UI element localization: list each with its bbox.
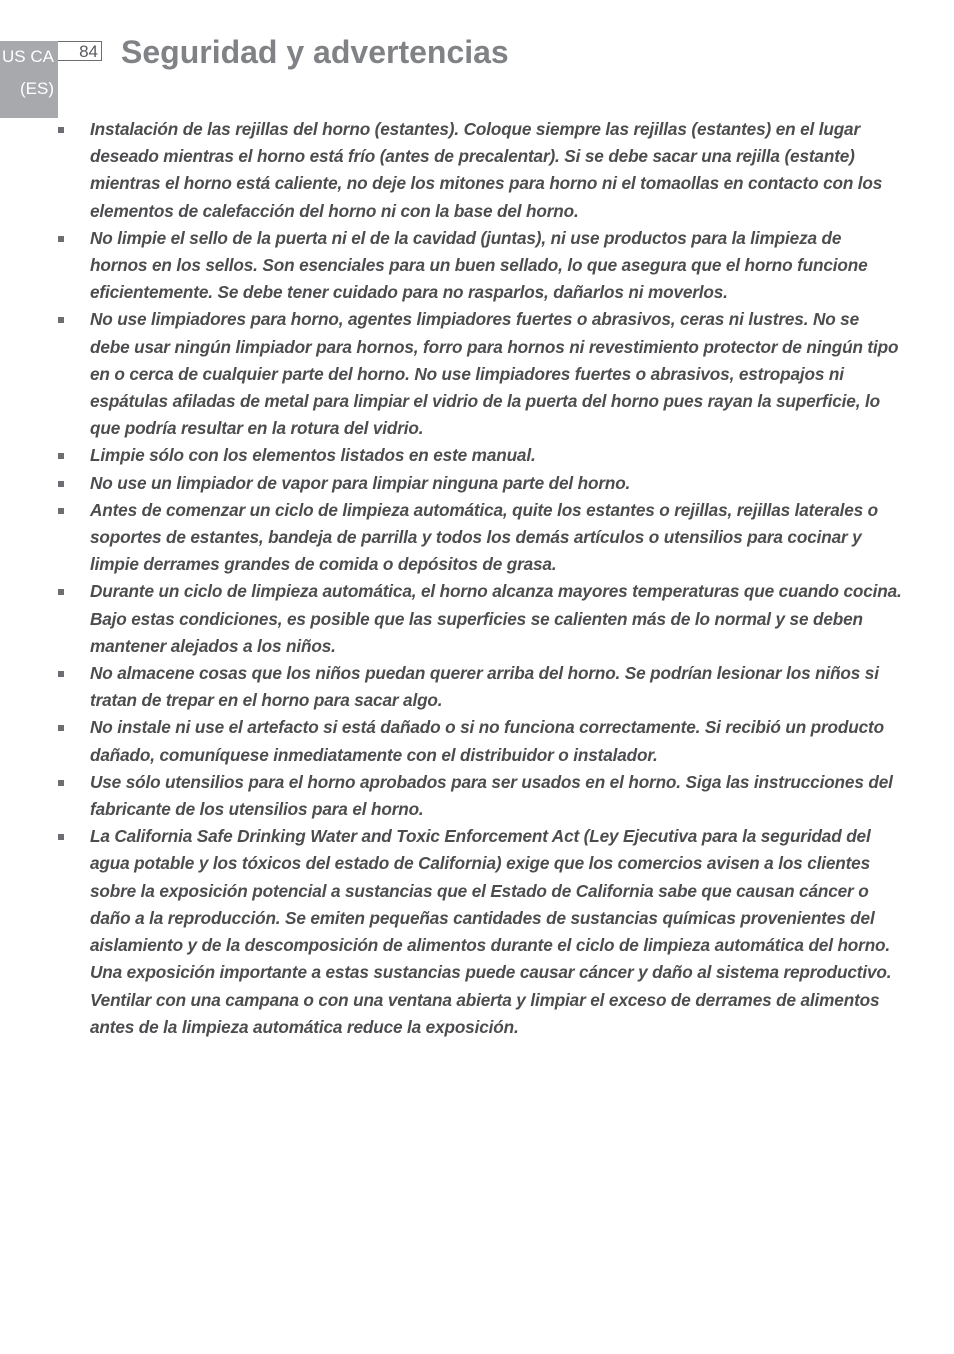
warning-item — [56, 714, 902, 768]
warning-item — [56, 497, 902, 579]
warning-item — [56, 116, 902, 225]
warning-item — [56, 225, 902, 307]
square-bullet-icon — [58, 589, 64, 595]
warning-text: Use sólo utensilios para el horno aprobados para ser usados en el horno. Siga las instrucciones del fabricante de los utensilios para el horno. — [90, 771, 893, 820]
square-bullet-icon — [58, 236, 64, 242]
square-bullet-icon — [58, 508, 64, 514]
warning-item — [56, 306, 902, 442]
warning-text: No limpie el sello de la puerta ni el de la cavidad (juntas), ni use productos para la limpieza de hornos en los sellos. Son esenciales para un buen sellado, lo que asegura que el horno funcione eficientemente. Se debe tener cuidado para no rasparlos, dañarlos ni moverlos. — [90, 227, 868, 303]
warning-text: No use un limpiador de vapor para limpiar ninguna parte del horno. — [90, 472, 631, 493]
warning-text: Antes de comenzar un ciclo de limpieza automática, quite los estantes o rejillas, rejillas laterales o soportes de estantes, bandeja de parrilla y todos los demás artículos o utensilios para cocinar y limpie derrames grandes de comida o depósitos de grasa. — [90, 499, 879, 575]
square-bullet-icon — [58, 725, 64, 731]
square-bullet-icon — [58, 671, 64, 677]
square-bullet-icon — [58, 780, 64, 786]
square-bullet-icon — [58, 453, 64, 459]
warning-text: Durante un ciclo de limpieza automática, el horno alcanza mayores temperaturas que cuando cocina. Bajo estas condiciones, es posible que las superficies se calienten más de lo normal y se deben mantener alejados a los niños. — [90, 581, 902, 656]
page-number: 84 — [58, 41, 102, 61]
square-bullet-icon — [58, 834, 64, 840]
region-label-language: (ES) — [20, 79, 54, 98]
warning-item — [56, 769, 902, 823]
page-title: Seguridad y advertencias — [121, 34, 509, 70]
warning-text: No use limpiadores para horno, agentes limpiadores fuertes o abrasivos, ceras ni lustres. No se debe usar ningún limpiador para hornos, forro para hornos ni revestimiento protector de ningún tipo en o cerca de cualquier parte del horno. No use limpiadores fuertes o abrasivos, estropajos ni espátulas afiladas de metal para limpiar el vidrio de la puerta del horno pues rayan la superficie, lo que podría resultar en la rotura del vidrio. — [90, 309, 899, 439]
square-bullet-icon — [58, 317, 64, 323]
warning-item — [56, 823, 902, 1041]
warning-text: La California Safe Drinking Water and Toxic Enforcement Act (Ley Ejecutiva para la seguridad del agua potable y los tóxicos del estado de California) exige que los comercios avisen a los clientes sobre la exposición potencial a sustancias que el Estado de California sabe que causan cáncer o daño a la reproducción. Se emiten pequeñas cantidades de sustancias químicas provenientes del aislamiento y de la descomposición de alimentos durante el ciclo de limpieza automática del horno. Una exposición importante a estas sustancias puede causar cáncer y daño al sistema reproductivo. Ventilar con una campana o con una ventana abierta y limpiar el exceso de derrames de alimentos antes de la limpieza automática reduce la exposición. — [90, 826, 892, 1037]
warning-item — [56, 442, 902, 469]
region-label-countries: US CA — [2, 47, 54, 66]
warning-text: No almacene cosas que los niños puedan querer arriba del horno. Se podrían lesionar los niños si tratan de trepar en el horno para sacar algo. — [90, 663, 879, 711]
region-tab — [0, 41, 58, 118]
square-bullet-icon — [58, 481, 64, 487]
warning-item — [56, 470, 902, 497]
square-bullet-icon — [58, 127, 64, 133]
warnings-list — [56, 116, 902, 1041]
warning-item — [56, 660, 902, 714]
warning-text: No instale ni use el artefacto si está dañado o si no funciona correctamente. Si recibió un producto dañado, comuníquese inmediatamente con el distribuidor o instalador. — [90, 717, 884, 765]
warning-text: Instalación de las rejillas del horno (estantes). Coloque siempre las rejillas (estantes) en el lugar deseado mientras el horno está frío (antes de precalentar). Si se debe sacar una rejilla (estante) mientras el horno está caliente, no deje los mitones para horno ni el tomaollas en contacto con los elementos de calefacción del horno ni con la base del horno. — [90, 119, 883, 221]
warning-item — [56, 578, 902, 660]
warning-text: Limpie sólo con los elementos listados en este manual. — [90, 445, 536, 466]
